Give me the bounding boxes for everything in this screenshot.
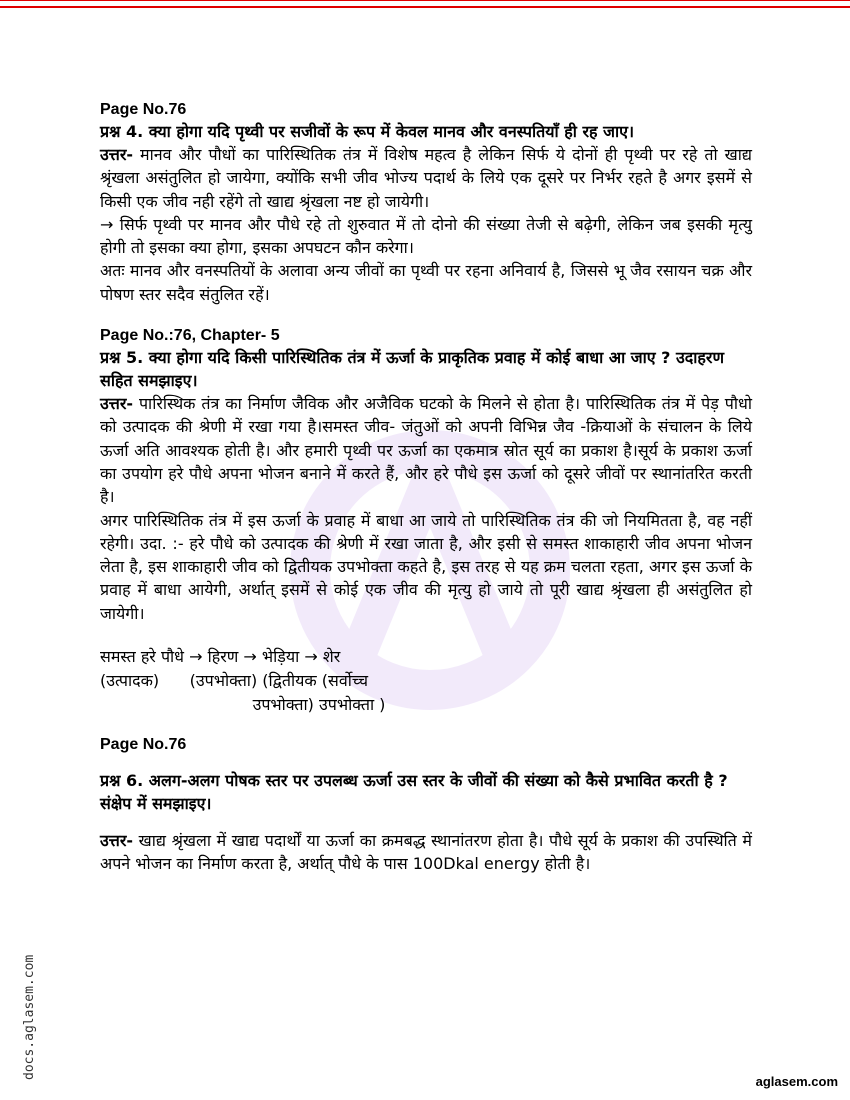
question-6-heading: प्रश्न 6. अलग-अलग पोषक स्तर पर उपलब्ध ऊर्जा उस स्तर के जीवों की संख्या को कैसे प्रभावित करती है ? संक्षेप में समझाइए। [100,771,728,814]
question-5-heading: प्रश्न 5. क्या होगा यदि किसी पारिस्थितिक तंत्र में ऊर्जा के प्राकृतिक प्रवाह में कोई बाधा आ जाए ? उदाहरण सहित समझाइए। [100,348,725,391]
answer-4-paragraph [100,143,752,213]
side-watermark [22,930,40,1090]
answer-6-text: खाद्य श्रृंखला में खाद्य पदार्थों या ऊर्जा का क्रमबद्ध स्थानांतरण होता है। पौधे सूर्य के प्रकाश की उपस्थिति में अपने भोजन का निर्माण करता है, अर्थात् पौधे के पास 100Dkal energy होती है। [100,831,752,874]
question-6-section [100,735,752,876]
question-4-section [100,100,752,306]
food-chain-roles-line-2: उपभोक्ता) उपभोक्ता ) [100,695,386,715]
answer-5-paragraph [100,392,752,508]
question-4-heading: प्रश्न 4. क्या होगा यदि पृथ्वी पर सजीवों के रूप में केवल मानव और वनस्पतियाँ ही रह जाए। [100,122,635,141]
food-chain-line: समस्त हरे पौधे → हिरण → भेड़िया → शेर [100,647,341,667]
answer-4-para3: अतः मानव और वनस्पतियों के अलावा अन्य जीवों का पृथ्वी पर रहना अनिवार्य है, जिससे भू जैव रसायन चक्र और पोषण स्तर सदैव संतुलित रहें। [100,261,752,304]
page-number-label: Page No.76 [100,101,187,118]
food-chain-roles-line: (उत्पादक) (उपभोक्ता) (द्वितीयक (सर्वोच्च [100,671,369,691]
top-red-rule [0,0,850,8]
watermark-text: docs.aglasem.com [22,954,37,1080]
answer-label: उत्तर- [100,831,134,851]
answer-6-paragraph [100,829,752,876]
answer-5-text: पारिस्थिक तंत्र का निर्माण जैविक और अजैविक घटको के मिलने से होता है। पारिस्थितिक तंत्र में पेड़ पौधो को उत्पादक की श्रेणी में रखा गया है।समस्त जीव- जंतुओं को अपनी विभिन्न जैव -क्रियाओं के संचालन के लिये ऊर्जा अति आवश्यक होती है। और हमारी पृथ्वी पर ऊर्जा का एकमात्र स्रोत सूर्य का प्रकाश है।सूर्य के प्रकाश ऊर्जा का उपयोग हरे पौधे अपना भोजन बनाने में करते हैं, और हरे पौधे इस ऊर्जा को दूसरे जीवों पर स्थानांतरित करती है। [100,394,752,507]
question-5-section [100,326,752,717]
page-chapter-label: Page No.:76, Chapter- 5 [100,327,280,345]
footer-brand-link[interactable]: aglasem.com [755,1074,838,1089]
answer-5-para2: अगर पारिस्थितिक तंत्र में इस ऊर्जा के प्रवाह में बाधा आ जाये तो पारिस्थितिक तंत्र की जो नियमितता है, वह नहीं रहेगी। उदा. :- हरे पौधे को उत्पादक की श्रेणी में रखा जाता है, और इसी से समस्त शाकाहारी जीव अपना भोजन लेता है, इस शाकाहारी जीव को द्वितीयक उपभोक्ता कहते है, इस तरह से यह क्रम चलता रहता, अगर इस ऊर्जा के प्रवाह में बाधा आयेगी, अर्थात् इसमें से कोई एक जीव की मृत्यु हो जाये तो पूरी खाद्य श्रृंखला ही असंतुलित हो जायेगी। [100,510,752,623]
answer-4-text: मानव और पौधों का पारिस्थितिक तंत्र में विशेष महत्व है लेकिन सिर्फ ये दोनों ही पृथ्वी पर रहे तो खाद्य श्रृंखला असंतुलित हो जायेगा, क्योंकि सभी जीव भोज्य पदार्थ के लिये एक दूसरे पर निर्भर रहते है अगर इसमें से किसी एक जीव नही रहेंगे तो खाद्य श्रृंखला नष्ट हो जायेगी। [100,145,752,211]
answer-4-para2: → सिर्फ पृथ्वी पर मानव और पौधे रहे तो शुरुवात में तो दोनो की संख्या तेजी से बढ़ेगी, लेकिन जब इसकी मृत्यु होगी तो इसका क्या होगा, इसका अपघटन कौन करेगा। [100,214,752,258]
document-body [100,100,752,876]
page-number-label: Page No.76 [100,736,187,754]
answer-label: उत्तर- [100,394,134,414]
answer-label: उत्तर- [100,145,134,164]
